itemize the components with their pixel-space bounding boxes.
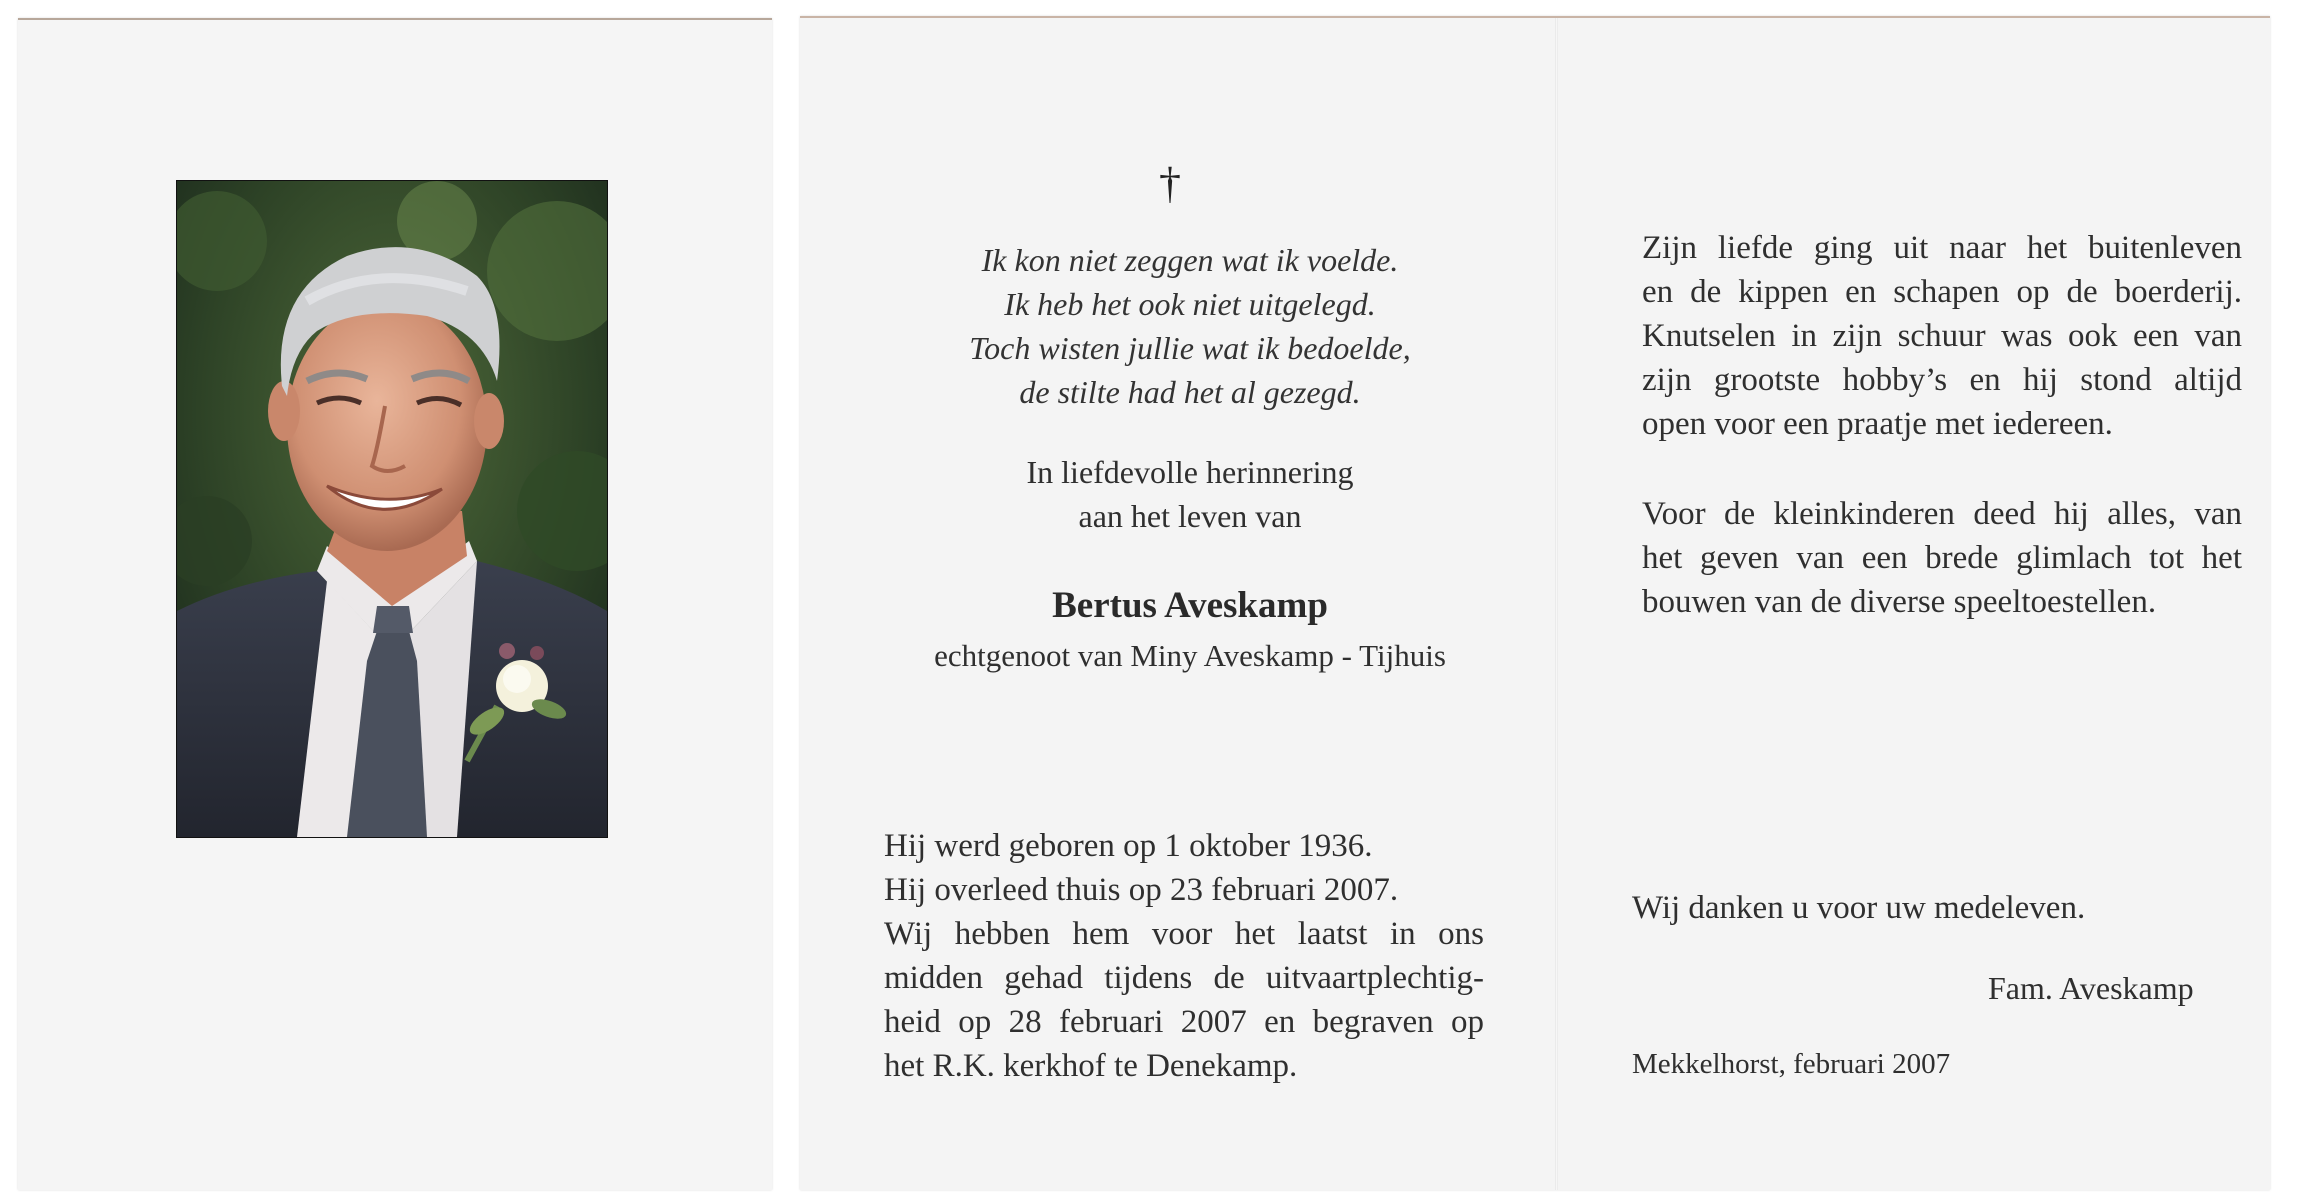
- paragraph-line: zijn grootste hobby’s en hij stond altijd: [1642, 362, 2242, 398]
- poem-line: de stilte had het al gezegd.: [1019, 374, 1361, 410]
- memorial-heading: [840, 450, 1540, 538]
- bio-line: Hij overleed thuis op 23 februari 2007.: [884, 872, 1399, 908]
- portrait-photo: [176, 180, 608, 838]
- bio-line: midden gehad tijdens de uitvaartplechtig-: [884, 960, 1484, 996]
- thanks-line: Wij danken u voor uw medeleven.: [1632, 890, 2086, 926]
- poem: [840, 238, 1540, 414]
- memorial-line: aan het leven van: [1078, 498, 1302, 534]
- grandchildren-paragraph: [1642, 492, 2242, 624]
- deceased-name: Bertus Aveskamp: [1052, 585, 1328, 626]
- paragraph-line: Knutselen in zijn schuur was ook een van: [1642, 318, 2242, 354]
- card-inside-spread: [800, 16, 2270, 1190]
- family-signature: Fam. Aveskamp: [1988, 970, 2194, 1006]
- paragraph-line: Zijn liefde ging uit naar het buitenleven: [1642, 230, 2242, 266]
- life-paragraph: [1642, 226, 2242, 446]
- poem-line: Toch wisten jullie wat ik bedoelde,: [969, 330, 1411, 366]
- card-front-page: [18, 18, 772, 1190]
- place-date: Mekkelhorst, februari 2007: [1632, 1048, 1951, 1080]
- bio-line: het R.K. kerkhof te Denekamp.: [884, 1048, 1298, 1084]
- bio-line: Wij hebben hem voor het laatst in ons: [884, 916, 1484, 952]
- poem-line: Ik kon niet zeggen wat ik voelde.: [981, 242, 1399, 278]
- memorial-line: In liefdevolle herinnering: [1026, 454, 1354, 490]
- paragraph-line: Voor de kleinkinderen deed hij alles, van: [1642, 496, 2242, 532]
- paragraph-line: en de kippen en schapen op de boerderij.: [1642, 274, 2242, 310]
- paragraph-line: bouwen van de diverse speeltoestellen.: [1642, 584, 2157, 620]
- cross-icon: †: [1159, 159, 1181, 208]
- portrait-illustration: [177, 181, 607, 837]
- bio-line: Hij werd geboren op 1 oktober 1936.: [884, 828, 1373, 864]
- paragraph-line: open voor een praatje met iedereen.: [1642, 406, 2113, 442]
- biography: [884, 824, 1484, 1088]
- paragraph-line: het geven van een brede glimlach tot het: [1642, 540, 2242, 576]
- bio-line: heid op 28 februari 2007 en begraven op: [884, 1004, 1484, 1040]
- fold-line: [1555, 18, 1558, 1190]
- poem-line: Ik heb het ook niet uitgelegd.: [1004, 286, 1376, 322]
- spouse-line: echtgenoot van Miny Aveskamp - Tijhuis: [934, 638, 1446, 673]
